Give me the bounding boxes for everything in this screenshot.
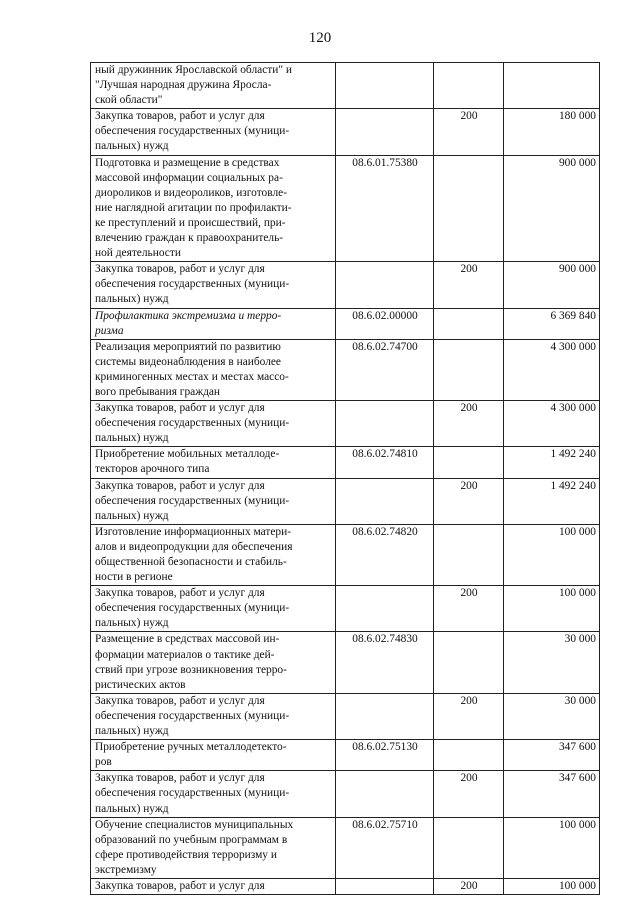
row-name-line: ров [95,756,112,769]
row-name-line: Закупка товаров, работ и услуг для [95,772,265,785]
table-row [91,771,600,817]
row-name-cell [91,524,336,585]
row-name-line: сфере противодействия терроризму и [95,848,277,861]
row-name-line: Приобретение ручных металлодетекто- [95,741,287,754]
table-row [91,817,600,878]
row-sum-cell: 1 492 240 [504,478,600,524]
row-name-line: Изготовление информационных матери- [95,525,292,538]
table-row [91,63,600,109]
row-name-cell [91,740,336,771]
row-name-line: ной деятельности [95,247,181,260]
row-name-line: Реализация мероприятий по развитию [95,340,281,353]
row-name-line: ристических актов [95,678,186,691]
row-name-line: общественной безопасности и стабиль- [95,556,287,568]
row-name-cell [91,478,336,524]
row-code-cell [336,771,434,817]
row-name-cell [91,878,336,894]
table-row [91,447,600,478]
row-name-line: Закупка товаров, работ и услуг для [95,402,265,415]
row-sum-cell: 900 000 [504,262,600,308]
table-row [91,308,600,339]
row-sum-cell: 30 000 [504,632,600,693]
row-name-cell [91,632,336,693]
table-row [91,586,600,632]
row-name-cell [91,262,336,308]
row-code-cell [336,109,434,155]
row-sum-cell: 100 000 [504,817,600,878]
page-number: 120 [308,30,332,46]
row-name-line: пальных) нужд [95,293,169,306]
row-expense-type-cell: 200 [434,262,504,308]
row-expense-type-cell [434,63,504,109]
row-name-line: обеспечения государственных (муници- [95,602,290,615]
row-expense-type-cell [434,339,504,400]
row-name-cell [91,586,336,632]
row-name-line: ствий при угрозе возникновения терро- [95,663,287,676]
row-name-line: диороликов и видеороликов, изготовле- [95,186,288,199]
table-row [91,155,600,262]
row-code-cell: 08.6.02.74810 [336,447,434,478]
row-expense-type-cell [434,740,504,771]
row-name-line: вого пребывания граждан [95,385,221,398]
row-name-line: пальных) нужд [95,725,169,738]
row-name-line: Размещение в средствах массовой ин- [95,633,280,646]
row-name-line: Подготовка и размещение в средствах [95,156,280,169]
table-row [91,632,600,693]
row-expense-type-cell [434,308,504,339]
row-sum-cell: 100 000 [504,878,600,894]
row-name-cell [91,447,336,478]
row-sum-cell: 6 369 840 [504,308,600,339]
row-code-cell [336,262,434,308]
row-name-line: образований по учебным программам в [95,833,288,846]
row-name-cell [91,693,336,739]
row-code-cell [336,586,434,632]
row-name-line: Закупка товаров, работ и услуг для [95,587,265,600]
row-name-line: ности в регионе [95,571,173,584]
row-expense-type-cell: 200 [434,771,504,817]
row-name-line: текторов арочного типа [95,463,210,476]
row-name-line: Закупка товаров, работ и услуг для [95,479,265,492]
row-code-cell: 08.6.02.74700 [336,339,434,400]
row-name-line: пальных) нужд [95,432,169,445]
row-name-line: массовой информации социальных ра- [95,171,283,184]
row-sum-cell: 4 300 000 [504,401,600,447]
table-row [91,878,600,894]
row-name-line: пальных) нужд [95,617,169,630]
row-name-line: обеспечения государственных (муници- [95,278,290,291]
row-name-line: пальных) нужд [95,509,169,522]
row-name-line: влечению граждан к правоохранитель- [95,232,284,245]
row-name-line: Закупка товаров, работ и услуг для [95,879,265,892]
table-row [91,478,600,524]
table-row [91,109,600,155]
row-name-cell [91,109,336,155]
row-name-cell [91,63,336,109]
row-name-line: алов и видеопродукции для обеспечения [95,540,293,553]
row-expense-type-cell: 200 [434,109,504,155]
row-expense-type-cell: 200 [434,478,504,524]
row-expense-type-cell [434,155,504,262]
row-expense-type-cell [434,632,504,693]
row-name-line: ке преступлений и происшествий, при- [95,216,286,229]
row-name-line: криминогенных местах и местах массо- [95,370,289,383]
row-name-line: ризма [95,324,124,337]
row-name-line: формации материалов о тактике дей- [95,648,275,661]
row-expense-type-cell [434,817,504,878]
row-expense-type-cell: 200 [434,878,504,894]
row-name-line: Профилактика экстремизма и терро- [95,309,282,322]
row-name-line: обеспечения государственных (муници- [95,494,290,507]
row-expense-type-cell [434,524,504,585]
row-sum-cell: 180 000 [504,109,600,155]
row-sum-cell: 30 000 [504,693,600,739]
row-code-cell [336,63,434,109]
row-name-cell [91,339,336,400]
row-code-cell [336,878,434,894]
row-name-line: ской области" [95,94,163,107]
row-name-line: Приобретение мобильных металлоде- [95,448,280,461]
row-name-line: экстремизму [95,863,157,876]
row-expense-type-cell: 200 [434,401,504,447]
table-row [91,262,600,308]
row-name-line: обеспечения государственных (муници- [95,787,290,800]
row-name-cell [91,401,336,447]
budget-table-body [91,63,600,895]
row-expense-type-cell: 200 [434,586,504,632]
row-sum-cell [504,63,600,109]
row-name-line: Обучение специалистов муниципальных [95,818,294,831]
row-name-line: обеспечения государственных (муници- [95,125,290,138]
row-code-cell: 08.6.01.75380 [336,155,434,262]
row-code-cell: 08.6.02.75710 [336,817,434,878]
row-name-line: Закупка товаров, работ и услуг для [95,694,265,707]
row-name-line: системы видеонаблюдения в наиболее [95,355,281,368]
table-row [91,339,600,400]
table-row [91,740,600,771]
row-sum-cell: 1 492 240 [504,447,600,478]
row-expense-type-cell [434,447,504,478]
budget-table [90,62,600,895]
row-code-cell: 08.6.02.74830 [336,632,434,693]
row-code-cell: 08.6.02.00000 [336,308,434,339]
row-name-cell [91,817,336,878]
row-sum-cell: 100 000 [504,524,600,585]
row-name-cell [91,771,336,817]
row-name-line: пальных) нужд [95,802,169,815]
row-code-cell: 08.6.02.74820 [336,524,434,585]
row-code-cell [336,401,434,447]
row-name-line: ный дружинник Ярославской области" и [95,64,292,76]
row-name-line: Закупка товаров, работ и услуг для [95,110,265,123]
row-sum-cell: 100 000 [504,586,600,632]
row-code-cell [336,693,434,739]
row-sum-cell: 347 600 [504,740,600,771]
row-name-line: обеспечения государственных (муници- [95,709,290,722]
row-code-cell [336,478,434,524]
row-sum-cell: 900 000 [504,155,600,262]
table-row [91,401,600,447]
row-name-line: Закупка товаров, работ и услуг для [95,263,265,276]
row-name-line: "Лучшая народная дружина Яросла- [95,79,272,92]
table-row [91,693,600,739]
row-name-line: пальных) нужд [95,140,169,153]
row-name-cell [91,155,336,262]
row-name-line: ние наглядной агитации по профилакти- [95,201,292,214]
row-sum-cell: 347 600 [504,771,600,817]
row-name-cell [91,308,336,339]
row-code-cell: 08.6.02.75130 [336,740,434,771]
row-name-line: обеспечения государственных (муници- [95,417,290,430]
row-expense-type-cell: 200 [434,693,504,739]
table-row [91,524,600,585]
row-sum-cell: 4 300 000 [504,339,600,400]
